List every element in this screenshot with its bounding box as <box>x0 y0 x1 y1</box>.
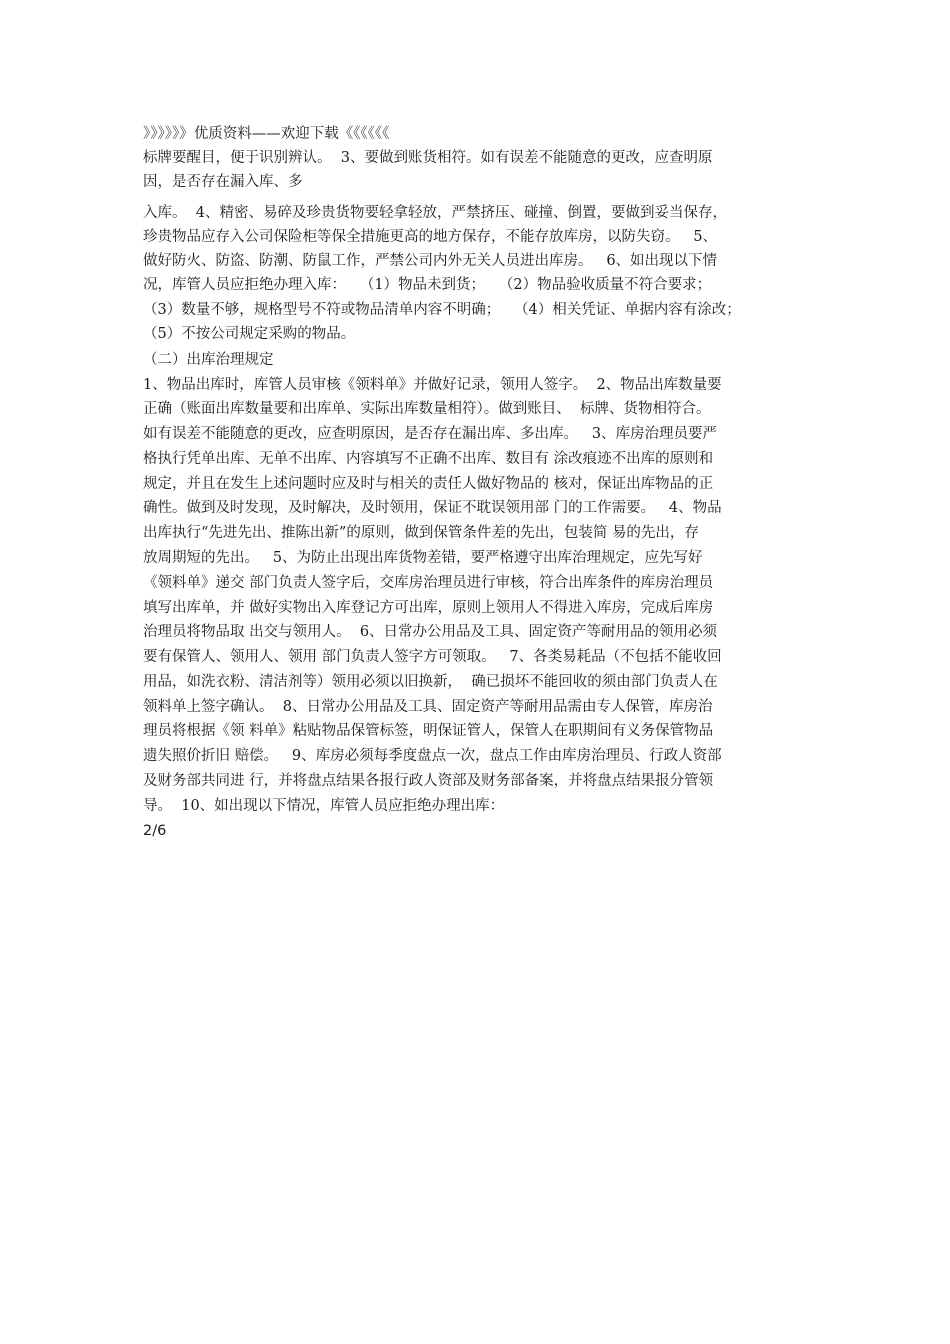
body-line: 珍贵物品应存入公司保险柜等保全措施更高的地方保存，不能存放库房，以防失窃。 5、 <box>143 229 718 245</box>
section-heading: （二）出库治理规定 <box>143 352 274 368</box>
body-line: 放周期短的先出。 5、为防止出现出库货物差错，要严格遵守出库治理规定，应先写好 <box>143 550 703 566</box>
body-line: 领料单上签字确认。 8、日常办公用品及工具、固定资产等耐用品需由专人保管，库房治 <box>143 699 713 715</box>
page-number: 2/6 <box>143 823 167 839</box>
body-line: 《领料单》递交 部门负责人签字后，交库房治理员进行审核，符合出库条件的库房治理员 <box>143 575 714 591</box>
body-line: 及财务部共同进 行，并将盘点结果各报行政人资部及财务部备案，并将盘点结果报分管领 <box>143 773 714 789</box>
body-line: 正确（账面出库数量要和出库单、实际出库数量相符）。做到账目、 标牌、货物相符合。 <box>143 401 711 417</box>
body-line: （5）不按公司规定采购的物品。 <box>143 326 356 342</box>
body-line: 因，是否存在漏入库、多 <box>143 174 303 190</box>
body-line: 填写出库单，并 做好实物出入库登记方可出库，原则上领用人不得进入库房，完成后库房 <box>143 600 714 616</box>
body-line: 出库执行“先进先出、推陈出新”的原则，做到保管条件差的先出，包装简 易的先出，存 <box>143 525 699 541</box>
body-line: （3）数量不够，规格型号不符或物品清单内容不明确； （4）相关凭证、单据内容有涂改； <box>143 302 741 318</box>
body-line: 格执行凭单出库、无单不出库、内容填写不正确不出库、数目有 涂改痕迹不出库的原则和 <box>143 451 714 467</box>
body-line: 用品，如洗衣粉、清洁剂等）领用必须以旧换新， 确已损坏不能回收的须由部门负责人在 <box>143 674 718 690</box>
body-line: 做好防火、防盗、防潮、防鼠工作，严禁公司内外无关人员进出库房。 6、如出现以下情 <box>143 253 718 269</box>
body-line: 理员将根据《领 料单》粘贴物品保管标签，明保证管人，保管人在职期间有义务保管物品 <box>143 723 714 739</box>
body-line: 规定，并且在发生上述问题时应及时与相关的责任人做好物品的 核对，保证出库物品的正 <box>143 476 714 492</box>
body-line: 况，库管人员应拒绝办理入库： （1）物品未到货； （2）物品验收质量不符合要求； <box>143 277 712 293</box>
body-line: 1、物品出库时，库管人员审核《领料单》并做好记录，领用人签字。 2、物品出库数量要 <box>143 377 722 393</box>
body-line: 治理员将物品取 出交与领用人。 6、日常办公用品及工具、固定资产等耐用品的领用必须 <box>143 624 718 640</box>
body-line: 导。 10、如出现以下情况，库管人员应拒绝办理出库： <box>143 798 505 814</box>
body-line: 如有误差不能随意的更改，应查明原因，是否存在漏出库、多出库。 3、库房治理员要严 <box>143 426 718 442</box>
body-line: 标牌要醒目，便于识别辨认。 3、要做到账货相符。如有误差不能随意的更改，应查明原 <box>143 150 713 166</box>
body-line: 入库。 4、精密、易碎及珍贵货物要轻拿轻放，严禁挤压、碰撞、倒置，要做到妥当保存， <box>143 205 727 221</box>
body-line: 遗失照价折旧 赔偿。 9、库房必须每季度盘点一次，盘点工作由库房治理员、行政人资部 <box>143 748 722 764</box>
download-banner: 》》》》》》优质资料——欢迎下载《《《《《《 <box>143 126 390 142</box>
body-line: 要有保管人、领用人、领用 部门负责人签字方可领取。 7、各类易耗品（不包括不能收回 <box>143 649 722 665</box>
body-line: 确性。做到及时发现，及时解决，及时领用，保证不耽误领用部 门的工作需要。 4、物品 <box>143 500 722 516</box>
